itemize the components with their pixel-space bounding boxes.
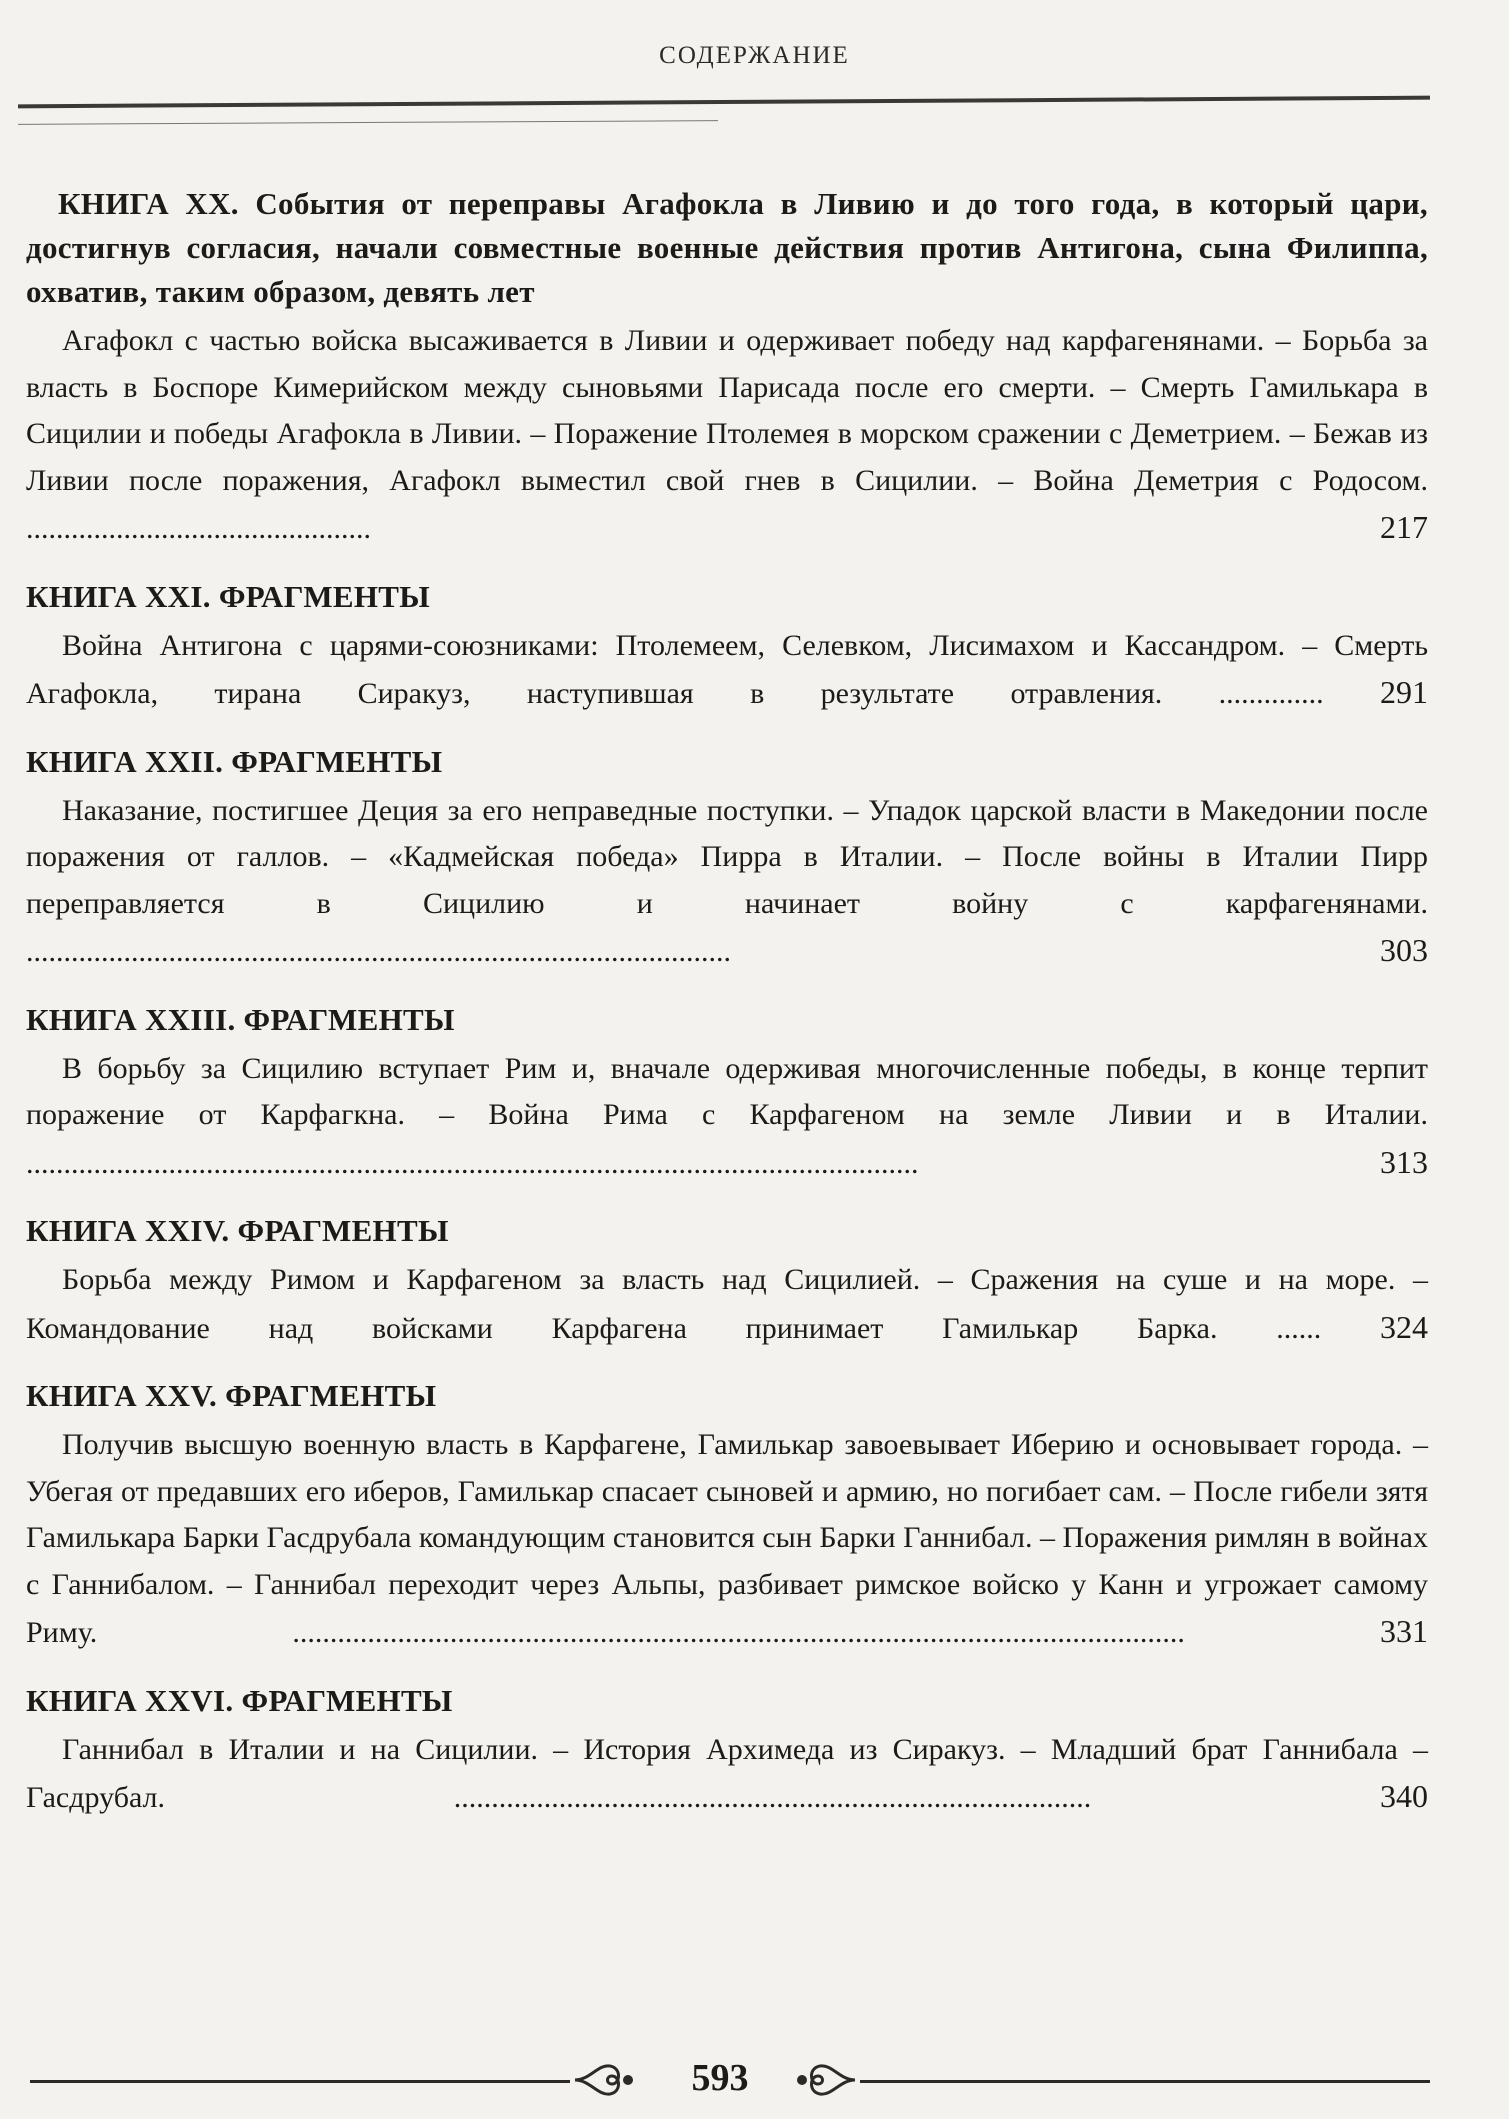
book-title: КНИГА XXIV. ФРАГМЕНТЫ bbox=[26, 1213, 449, 1248]
toc-entry-book-24 bbox=[26, 1209, 1428, 1352]
summary-text: В борьбу за Сицилию вступает Рим и, вначале одерживая многочисленные победы, в конце терпит поражение от Карфагкна. – Война Рима с Карфагеном на земле Ливии и в Италии. ....................................................................................................................... bbox=[26, 1051, 1428, 1180]
book-summary bbox=[26, 788, 1428, 976]
page-ref: 324 bbox=[1380, 1308, 1429, 1345]
book-title: КНИГА XXII. ФРАГМЕНТЫ bbox=[26, 743, 443, 779]
book-title: КНИГА XX. События от переправы Агафокла в Ливию и до того года, в который цари, достигнув согласия, начали совместные военные действия против Антигона, сына Филиппа, охватив, таким образом, девять лет bbox=[26, 186, 1428, 309]
toc-entry-book-22 bbox=[26, 740, 1428, 976]
flourish-ornament-icon bbox=[570, 2054, 640, 2106]
toc-entry-book-23 bbox=[26, 998, 1428, 1188]
page-header: СОДЕРЖАНИЕ bbox=[659, 42, 850, 69]
summary-text: Наказание, постигшее Деция за его неправедные поступки. – Упадок царской власти в Македонии после поражения от галлов. – «Кадмейская победа» Пирра в Италии. – После войны в Италии Пирр переправляется в Сицилию и начинает войну с карфагенянами. .............................................................................................. bbox=[26, 793, 1428, 968]
header-rule bbox=[18, 96, 1430, 109]
toc-entry-book-26 bbox=[26, 1679, 1428, 1822]
book-summary bbox=[26, 1257, 1428, 1352]
book-summary bbox=[26, 318, 1428, 553]
flourish-ornament-icon bbox=[790, 2054, 860, 2106]
book-summary bbox=[26, 1727, 1428, 1822]
toc-entry-book-25 bbox=[26, 1374, 1428, 1657]
header-rule-thin bbox=[18, 120, 718, 125]
footer-rule-right bbox=[860, 2080, 1430, 2083]
page-ref: 217 bbox=[1380, 509, 1428, 545]
page-ref: 331 bbox=[1380, 1613, 1428, 1649]
page-ref: 340 bbox=[1380, 1778, 1429, 1814]
toc-entry-book-20 bbox=[26, 182, 1428, 553]
book-title: КНИГА XXI. ФРАГМЕНТЫ bbox=[26, 578, 430, 614]
book-title: КНИГА XXIII. ФРАГМЕНТЫ bbox=[26, 1001, 455, 1037]
summary-text: Получив высшую военную власть в Карфагене, Гамилькар завоевывает Иберию и основывает города. – Убегая от предавших его иберов, Гамилькар спасает сыновей и армию, но погибает сам. – После гибели зятя Гамилькара Барки Гасдрубала командующим становится сын Барки Ганнибал. – Поражения римлян в войнах с Ганнибалом. – Ганнибал переходит через Альпы, разбивает римское войско у Канн и угрожает самому Риму. ....................................................................................................................... bbox=[26, 1428, 1428, 1649]
page-ref: 291 bbox=[1380, 674, 1428, 710]
book-title: КНИГА XXVI. ФРАГМЕНТЫ bbox=[26, 1682, 453, 1718]
summary-text: Борьба между Римом и Карфагеном за власть над Сицилией. – Сражения на суше и на море. – Командование над войсками Карфагена принимает Гамилькар Барка. ...... bbox=[26, 1263, 1428, 1345]
footer-rule-left bbox=[30, 2080, 570, 2083]
book-title: КНИГА XXV. ФРАГМЕНТЫ bbox=[26, 1378, 437, 1413]
summary-text: Война Антигона с царями-союзниками: Птолемеем, Селевком, Лисимахом и Кассандром. – Смерть Агафокла, тирана Сиракуз, наступившая в результате отравления. .............. bbox=[26, 628, 1428, 710]
book-summary bbox=[26, 1422, 1428, 1657]
book-summary bbox=[26, 1046, 1428, 1188]
page-ref: 313 bbox=[1380, 1143, 1428, 1180]
summary-text: Ганнибал в Италии и на Сицилии. – История Архимеда из Сиракуз. – Младший брат Ганнибала – Гасдрубал. ..................................................................................... bbox=[26, 1732, 1428, 1814]
page-ref: 303 bbox=[1380, 932, 1428, 968]
summary-text: Агафокл с частью войска высаживается в Ливии и одерживает победу над карфагенянами. – Борьба за власть в Боспоре Кимерийском между сыновьями Парисада после его смерти. – Смерть Гамилькара в Сицилии и победы Агафокла в Ливии. – Поражение Птолемея в морском сражении с Деметрием. – Бежав из Ливии после поражения, Агафокл выместил свой гнев в Сицилии. – Война Деметрия с Родосом. .............................................. bbox=[26, 324, 1428, 545]
toc-entry-book-21 bbox=[26, 575, 1428, 718]
page-footer bbox=[0, 2050, 1509, 2110]
book-summary bbox=[26, 623, 1428, 718]
page-number: 593 bbox=[691, 2057, 749, 2099]
table-of-contents bbox=[26, 182, 1428, 1844]
